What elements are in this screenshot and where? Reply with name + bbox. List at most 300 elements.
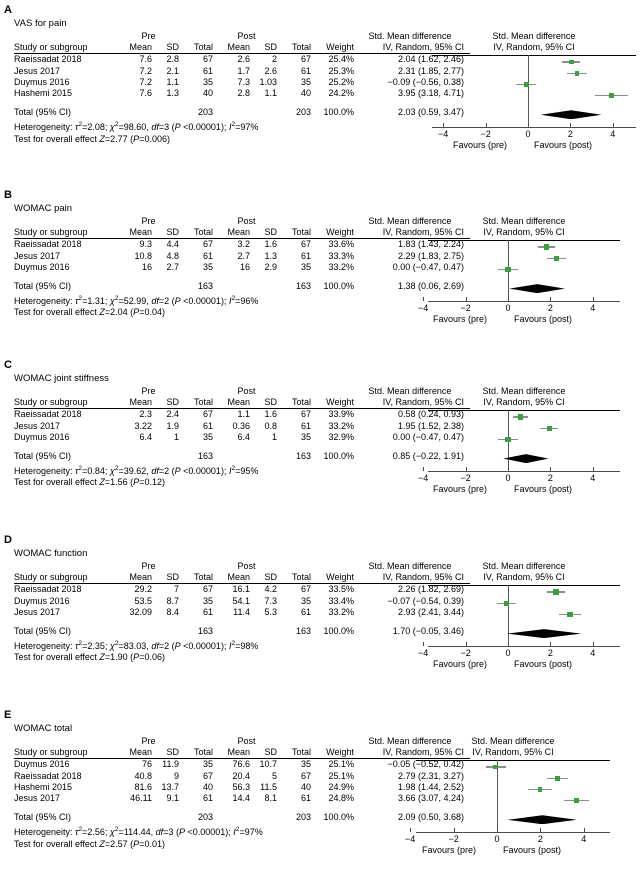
effect-size-marker — [518, 414, 523, 419]
effect-size-marker — [554, 256, 559, 261]
cell-pre-sd: 13.7 — [161, 781, 179, 792]
cell-pre-sd: 2.4 — [166, 409, 179, 420]
cell-post-total: 35 — [300, 595, 311, 606]
cell-weight: 32.9% — [328, 431, 354, 442]
plot-title-line1: Std. Mean difference — [482, 386, 566, 396]
zero-reference-line — [528, 55, 529, 127]
cell-total-pre: 203 — [197, 812, 213, 823]
overall-p-value: 0.006 — [144, 133, 167, 144]
column-header-post-sd: SD — [264, 42, 277, 53]
column-header-pre-total: Total — [193, 747, 213, 758]
axis-tick — [466, 642, 467, 646]
panel-e — [0, 709, 642, 878]
cell-weight: 33.6% — [328, 239, 354, 250]
cell-pre-total: 40 — [202, 781, 213, 792]
cell-total-post: 203 — [295, 107, 311, 118]
cell-smd: 3.95 (3.18, 4.71) — [397, 88, 464, 99]
cell-post-total: 61 — [300, 793, 311, 804]
cell-pre-total: 67 — [202, 54, 213, 65]
cell-post-sd: 4.2 — [264, 584, 277, 595]
group-header-post: Post — [237, 386, 256, 396]
forest-plot-area — [0, 203, 642, 363]
cell-total-post: 163 — [295, 281, 311, 292]
plot-header-rule — [432, 55, 636, 56]
cell-pre-sd: 1 — [173, 431, 179, 442]
heterogeneity-line: Heterogeneity: $\tau^2=1.31$; $\chi^2=52.99$, df=2 (P <0.00001); $I^2=96\%$ — [14, 294, 259, 306]
axis-tick-label: 2 — [547, 302, 553, 313]
column-header-study: Study or subgroup — [14, 227, 88, 238]
forest-plot-area — [0, 548, 642, 708]
cell-pre-mean: 46.11 — [130, 793, 152, 804]
cell-total-pre: 163 — [197, 281, 213, 292]
axis-tick-label: 0 — [525, 128, 531, 139]
effect-size-marker — [504, 601, 509, 606]
column-header-smd-line1: Std. Mean difference — [368, 561, 452, 571]
plot-title-line2: IV, Random, 95% CI — [472, 747, 554, 758]
column-header-pre-sd: SD — [166, 42, 179, 53]
df-value: 2 — [164, 465, 170, 476]
cell-smd: 1.98 (1.44, 2.52) — [397, 781, 464, 792]
column-header-pre-total: Total — [193, 42, 213, 53]
axis-tick-label: 0 — [505, 302, 511, 313]
axis-tick — [508, 467, 509, 471]
cell-pre-mean: 10.8 — [134, 250, 152, 261]
cell-post-sd: 2.9 — [264, 261, 277, 272]
cell-post-mean: 6.4 — [237, 431, 250, 442]
cell-post-total: 40 — [300, 781, 311, 792]
heterogeneity-line: Heterogeneity: $\tau^2=0.84$; $\chi^2=39.62$, df=2 (P <0.00001); $I^2=95\%$ — [14, 464, 259, 476]
cell-post-mean: 14.4 — [232, 793, 250, 804]
cell-total-label: Total (95% CI) — [14, 812, 72, 823]
axis-tick — [410, 828, 411, 832]
cell-post-mean: 0.36 — [232, 420, 250, 431]
column-header-pre-total: Total — [193, 397, 213, 408]
cell-study: Duymus 2016 — [14, 595, 70, 606]
overall-effect-line: Test for overall effect Z=1.56 (P=0.12) — [14, 477, 165, 488]
cell-study: Duymus 2016 — [14, 759, 70, 770]
column-header-pre-sd: SD — [166, 747, 179, 758]
effect-size-marker — [567, 612, 572, 617]
p-value: <0.00001 — [183, 121, 221, 132]
axis-tick-label: −2 — [460, 302, 471, 313]
cell-pre-total: 61 — [202, 420, 213, 431]
cell-post-sd: 5 — [271, 770, 277, 781]
panel-letter: E — [4, 709, 12, 721]
axis-tick — [508, 642, 509, 646]
axis-tick-label: −4 — [418, 302, 429, 313]
column-header-weight: Weight — [326, 747, 354, 758]
i2-value: 95% — [240, 465, 259, 476]
panel-d — [0, 534, 642, 719]
cell-post-sd: 2 — [271, 54, 277, 65]
column-header-post-mean: Mean — [227, 572, 250, 583]
column-header-post-mean: Mean — [227, 397, 250, 408]
plot-header-rule — [428, 410, 620, 411]
chi2-value: 39.62 — [123, 465, 147, 476]
i2-value: 97% — [240, 121, 259, 132]
panel-a — [0, 4, 642, 189]
cell-post-mean: 56.3 — [232, 781, 250, 792]
axis-tick-label: 0 — [505, 647, 511, 658]
plot-title-line1: Std. Mean difference — [482, 216, 566, 226]
cell-post-total: 67 — [300, 409, 311, 420]
cell-total-pre: 163 — [197, 451, 213, 462]
column-header-study: Study or subgroup — [14, 397, 88, 408]
outcome-title: WOMAC total — [14, 723, 73, 734]
cell-pre-mean: 7.6 — [139, 54, 152, 65]
cell-smd: 0.58 (0.24, 0.93) — [397, 409, 464, 420]
effect-size-marker — [575, 71, 580, 76]
cell-pre-sd: 2.7 — [166, 261, 179, 272]
axis-tick-label: 4 — [581, 833, 587, 844]
cell-pre-total: 61 — [202, 250, 213, 261]
cell-pre-total: 35 — [202, 595, 213, 606]
tau2-value: 2.35 — [87, 640, 105, 651]
column-header-post-mean: Mean — [227, 227, 250, 238]
cell-post-total: 61 — [300, 65, 311, 76]
cell-pre-mean: 29.2 — [134, 584, 152, 595]
cell-total-post: 163 — [295, 451, 311, 462]
axis-tick-label: −2 — [460, 647, 471, 658]
cell-study: Raeissadat 2018 — [14, 584, 82, 595]
cell-weight: 25.3% — [328, 65, 354, 76]
df-value: 2 — [164, 640, 170, 651]
column-header-weight: Weight — [326, 227, 354, 238]
i2-value: 97% — [244, 826, 263, 837]
cell-post-total: 67 — [300, 584, 311, 595]
summary-diamond — [507, 629, 581, 638]
effect-size-marker — [609, 93, 614, 98]
axis-tick — [550, 642, 551, 646]
cell-pre-sd: 2.1 — [166, 65, 179, 76]
favours-pre-label: Favours (pre) — [433, 313, 488, 324]
cell-pre-sd: 11.9 — [162, 759, 179, 770]
cell-total-smd: 2.09 (0.50, 3.68) — [397, 812, 464, 823]
column-header-post-total: Total — [291, 397, 311, 408]
cell-post-total: 35 — [300, 261, 311, 272]
outcome-title: WOMAC pain — [14, 203, 73, 214]
favours-post-label: Favours (post) — [514, 483, 573, 494]
favours-pre-label: Favours (pre) — [433, 658, 488, 669]
plot-header-rule — [428, 585, 620, 586]
cell-pre-mean: 76 — [141, 759, 152, 770]
cell-smd: −0.09 (−0.56, 0.38) — [387, 76, 464, 87]
cell-pre-total: 61 — [202, 793, 213, 804]
column-header-post-mean: Mean — [227, 747, 250, 758]
column-header-study: Study or subgroup — [14, 572, 88, 583]
axis-tick-label: 0 — [505, 472, 511, 483]
cell-study: Jesus 2017 — [14, 250, 61, 261]
df-value: 3 — [168, 826, 174, 837]
cell-pre-total: 67 — [202, 584, 213, 595]
cell-post-total: 35 — [300, 431, 311, 442]
favours-pre-label: Favours (pre) — [453, 139, 508, 150]
column-header-pre-mean: Mean — [129, 227, 152, 238]
cell-post-mean: 3.2 — [237, 239, 250, 250]
cell-post-mean: 2.6 — [237, 54, 250, 65]
effect-size-marker — [544, 244, 549, 249]
outcome-title: WOMAC joint stiffness — [14, 373, 109, 384]
axis-tick — [466, 297, 467, 301]
plot-header-rule — [428, 240, 620, 241]
cell-post-sd: 10.7 — [259, 759, 277, 770]
cell-pre-total: 35 — [202, 76, 213, 87]
cell-smd: 1.95 (1.52, 2.38) — [397, 420, 464, 431]
column-header-smd-line1: Std. Mean difference — [368, 216, 452, 226]
column-header-pre-mean: Mean — [129, 397, 152, 408]
cell-smd: 2.31 (1.85, 2.77) — [397, 65, 464, 76]
axis-tick-label: 0 — [494, 833, 500, 844]
forest-plot-area — [0, 723, 642, 878]
panel-letter: A — [4, 4, 12, 16]
cell-pre-total: 67 — [202, 239, 213, 250]
overall-p-value: 0.04 — [144, 307, 162, 318]
cell-post-sd: 7.3 — [264, 595, 277, 606]
cell-post-total: 40 — [300, 88, 311, 99]
cell-total-post: 163 — [295, 626, 311, 637]
cell-post-total: 67 — [300, 770, 311, 781]
tau2-value: 0.84 — [87, 465, 105, 476]
forest-plot-area — [0, 18, 642, 178]
cell-total-smd: 0.85 (−0.22, 1.91) — [392, 451, 464, 462]
cell-post-mean: 16.1 — [232, 584, 250, 595]
cell-post-mean: 16 — [239, 261, 250, 272]
heterogeneity-line: Heterogeneity: $\tau^2=2.35$; $\chi^2=83.03$, df=2 (P <0.00001); $I^2=98\%$ — [14, 639, 259, 651]
column-header-weight: Weight — [326, 572, 354, 583]
axis-tick-label: −4 — [438, 128, 449, 139]
x-axis-line — [428, 471, 620, 472]
cell-total-weight: 100.0% — [323, 107, 354, 118]
x-axis-line — [428, 646, 620, 647]
cell-study: Duymus 2016 — [14, 261, 70, 272]
heterogeneity-line: Heterogeneity: $\tau^2=2.56$; $\chi^2=114.44$, df=3 (P <0.00001); $I^2=97\%$ — [14, 825, 263, 837]
cell-total-weight: 100.0% — [323, 451, 354, 462]
cell-study: Jesus 2017 — [14, 793, 61, 804]
chi2-value: 52.99 — [123, 295, 147, 306]
column-header-pre-sd: SD — [166, 227, 179, 238]
cell-study: Hashemi 2015 — [14, 781, 73, 792]
axis-tick-label: −4 — [418, 472, 429, 483]
favours-post-label: Favours (post) — [514, 658, 573, 669]
axis-tick — [454, 828, 455, 832]
chi2-value: 98.60 — [123, 121, 147, 132]
group-header-pre: Pre — [141, 386, 156, 396]
axis-tick — [423, 642, 424, 646]
effect-size-marker — [538, 787, 543, 792]
cell-smd: 0.00 (−0.47, 0.47) — [392, 261, 464, 272]
cell-post-mean: 1.1 — [237, 409, 250, 420]
cell-post-mean: 1.7 — [237, 65, 250, 76]
cell-weight: 25.1% — [328, 759, 354, 770]
axis-tick — [550, 297, 551, 301]
z-value: 1.90 — [110, 652, 128, 663]
cell-pre-sd: 7 — [173, 584, 179, 595]
cell-smd: 3.66 (3.07, 4.24) — [397, 793, 464, 804]
tau2-value: 2.56 — [87, 826, 105, 837]
i2-value: 98% — [240, 640, 259, 651]
cell-weight: 33.5% — [328, 584, 354, 595]
axis-tick — [528, 123, 529, 127]
axis-tick — [550, 467, 551, 471]
plot-title-line1: Std. Mean difference — [492, 31, 576, 41]
plot-title-line2: IV, Random, 95% CI — [483, 227, 565, 238]
axis-tick-label: 2 — [547, 472, 553, 483]
column-header-post-sd: SD — [264, 747, 277, 758]
cell-weight: 33.2% — [328, 606, 354, 617]
cell-study: Duymus 2016 — [14, 76, 70, 87]
column-header-weight: Weight — [326, 397, 354, 408]
column-header-smd-line1: Std. Mean difference — [368, 31, 452, 41]
column-header-post-total: Total — [291, 42, 311, 53]
i2-value: 96% — [240, 295, 259, 306]
effect-size-marker — [574, 798, 579, 803]
cell-weight: 24.8% — [328, 793, 354, 804]
chi2-value: 114.44 — [123, 826, 151, 837]
cell-pre-mean: 7.2 — [139, 76, 152, 87]
cell-total-label: Total (95% CI) — [14, 281, 72, 292]
axis-tick-label: −4 — [418, 647, 429, 658]
cell-weight: 33.9% — [328, 409, 354, 420]
cell-pre-sd: 8.4 — [166, 606, 179, 617]
cell-smd: −0.07 (−0.54, 0.39) — [387, 595, 464, 606]
summary-diamond — [541, 110, 602, 119]
cell-pre-sd: 1.1 — [166, 76, 179, 87]
cell-pre-sd: 2.8 — [166, 54, 179, 65]
group-header-pre: Pre — [141, 561, 156, 571]
axis-tick — [443, 123, 444, 127]
overall-effect-line: Test for overall effect Z=2.04 (P=0.04) — [14, 307, 165, 318]
column-header-post-total: Total — [291, 747, 311, 758]
column-header-post-sd: SD — [264, 397, 277, 408]
cell-post-total: 35 — [300, 759, 311, 770]
z-value: 1.56 — [110, 477, 128, 488]
cell-smd: 2.04 (1.62, 2.46) — [397, 54, 464, 65]
cell-pre-sd: 9.1 — [166, 793, 179, 804]
cell-total-pre: 163 — [197, 626, 213, 637]
axis-tick-label: 2 — [537, 833, 543, 844]
x-axis-line — [428, 301, 620, 302]
zero-reference-line — [497, 760, 498, 832]
column-header-smd-line2: IV, Random, 95% CI — [382, 572, 464, 583]
axis-tick-label: 2 — [547, 647, 553, 658]
panel-letter: B — [4, 189, 12, 201]
p-value: <0.00001 — [183, 640, 221, 651]
cell-study: Raeissadat 2018 — [14, 239, 82, 250]
column-header-pre-mean: Mean — [129, 572, 152, 583]
cell-pre-mean: 16 — [141, 261, 152, 272]
plot-title-line1: Std. Mean difference — [471, 736, 555, 746]
df-value: 2 — [164, 295, 170, 306]
column-header-post-sd: SD — [264, 227, 277, 238]
cell-pre-sd: 4.8 — [166, 250, 179, 261]
column-header-post-mean: Mean — [227, 42, 250, 53]
column-header-weight: Weight — [326, 42, 354, 53]
axis-tick — [466, 467, 467, 471]
cell-post-mean: 20.4 — [232, 770, 250, 781]
cell-pre-sd: 1.3 — [166, 88, 179, 99]
cell-weight: 33.3% — [328, 250, 354, 261]
cell-pre-sd: 4.4 — [166, 239, 179, 250]
cell-total-smd: 1.70 (−0.05, 3.46) — [392, 626, 464, 637]
cell-post-mean: 54.1 — [232, 595, 250, 606]
cell-pre-sd: 1.9 — [166, 420, 179, 431]
cell-total-label: Total (95% CI) — [14, 451, 72, 462]
cell-total-weight: 100.0% — [323, 281, 354, 292]
z-value: 2.77 — [110, 133, 128, 144]
cell-total-label: Total (95% CI) — [14, 626, 72, 637]
axis-tick-label: −2 — [448, 833, 459, 844]
cell-post-total: 61 — [300, 420, 311, 431]
effect-size-marker — [524, 82, 529, 87]
cell-total-smd: 2.03 (0.59, 3.47) — [397, 107, 464, 118]
overall-effect-line: Test for overall effect Z=1.90 (P=0.06) — [14, 652, 165, 663]
outcome-title: WOMAC function — [14, 548, 88, 559]
cell-post-total: 35 — [300, 76, 311, 87]
group-header-post: Post — [237, 31, 256, 41]
cell-pre-mean: 9.3 — [139, 239, 152, 250]
cell-total-post: 203 — [295, 812, 311, 823]
cell-weight: 24.2% — [328, 88, 354, 99]
cell-smd: 2.93 (2.41, 3.44) — [397, 606, 464, 617]
cell-weight: 24.9% — [328, 781, 354, 792]
plot-title-line2: IV, Random, 95% CI — [493, 42, 575, 53]
summary-diamond — [508, 815, 577, 824]
favours-pre-label: Favours (pre) — [433, 483, 488, 494]
summary-diamond — [503, 454, 548, 463]
column-header-pre-sd: SD — [166, 397, 179, 408]
overall-p-value: 0.01 — [144, 838, 162, 849]
cell-pre-total: 35 — [202, 759, 213, 770]
column-header-smd-line2: IV, Random, 95% CI — [382, 42, 464, 53]
cell-total-smd: 1.38 (0.06, 2.69) — [397, 281, 464, 292]
column-header-study: Study or subgroup — [14, 42, 88, 53]
cell-study: Hashemi 2015 — [14, 88, 73, 99]
axis-tick-label: 2 — [567, 128, 573, 139]
cell-pre-mean: 3.22 — [134, 420, 152, 431]
cell-post-sd: 5.3 — [264, 606, 277, 617]
group-header-pre: Pre — [141, 736, 156, 746]
effect-size-marker — [547, 426, 552, 431]
cell-smd: 2.26 (1.82, 2.69) — [397, 584, 464, 595]
effect-size-marker — [493, 765, 498, 770]
plot-title-line2: IV, Random, 95% CI — [483, 572, 565, 583]
cell-pre-total: 67 — [202, 770, 213, 781]
column-header-pre-sd: SD — [166, 572, 179, 583]
axis-tick — [613, 123, 614, 127]
overall-p-value: 0.06 — [144, 652, 162, 663]
group-header-pre: Pre — [141, 31, 156, 41]
favours-pre-label: Favours (pre) — [422, 844, 477, 855]
x-axis-line — [432, 127, 636, 128]
column-header-post-total: Total — [291, 572, 311, 583]
cell-study: Raeissadat 2018 — [14, 770, 82, 781]
column-header-smd-line1: Std. Mean difference — [368, 386, 452, 396]
cell-smd: 0.00 (−0.47, 0.47) — [392, 431, 464, 442]
cell-pre-total: 35 — [202, 431, 213, 442]
column-header-smd-line1: Std. Mean difference — [368, 736, 452, 746]
cell-weight: 25.1% — [328, 770, 354, 781]
cell-pre-sd: 8.7 — [166, 595, 179, 606]
cell-weight: 25.2% — [328, 76, 354, 87]
axis-tick — [540, 828, 541, 832]
cell-post-sd: 2.6 — [264, 65, 277, 76]
cell-pre-total: 40 — [202, 88, 213, 99]
cell-study: Jesus 2017 — [14, 420, 61, 431]
cell-post-sd: 1.6 — [264, 239, 277, 250]
axis-tick-label: 4 — [610, 128, 616, 139]
cell-post-sd: 1.1 — [264, 88, 277, 99]
cell-weight: 33.2% — [328, 420, 354, 431]
